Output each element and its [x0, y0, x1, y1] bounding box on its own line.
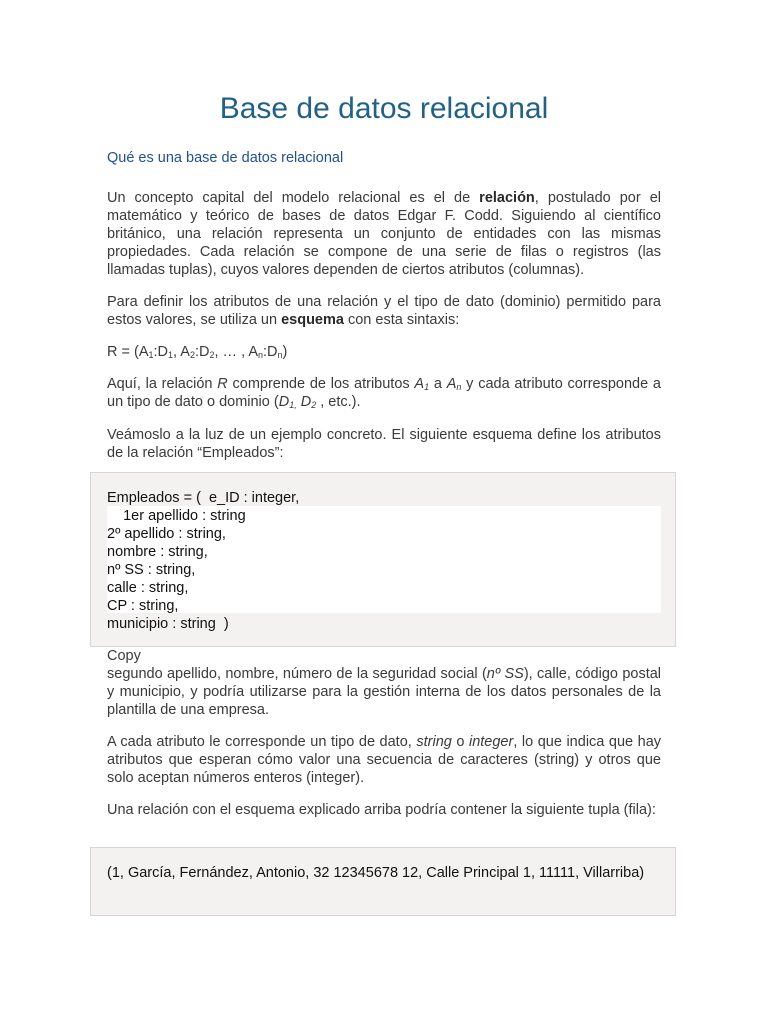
- p1-text-c: , postulado por el matemático y teórico de bases de datos Edgar F. Codd. Siguiendo al científico británico, una relación representa un conjunto de entidades con las mismas propiedades. Cada relación se compone de una serie de filas o registros (las llamadas tuplas), cuyos valores dependen de ciertos atributos (columnas).: [107, 190, 661, 278]
- p4-italic-sub: n: [456, 382, 462, 392]
- paragraph-ejemplo: Veámoslo a la luz de un ejemplo concreto. El siguiente esquema define los atributos de la relación “Empleados”:: [107, 427, 661, 461]
- copy-button[interactable]: Copy: [107, 648, 141, 664]
- p4-text: Aquí, la relación: [107, 376, 218, 392]
- paragraph-atributos: [107, 375, 661, 411]
- code-line: 2º apellido : string,: [107, 526, 226, 542]
- syntax-sub: n: [277, 350, 283, 360]
- code-block-tuple: [90, 847, 676, 916]
- code-line: Empleados = ( e_ID : integer,: [107, 490, 300, 506]
- p2-bold-esquema: esquema: [281, 312, 344, 328]
- paragraph-tupla-intro: Una relación con el esquema explicado arriba podría contener la siguiente tupla (fila):: [107, 802, 656, 818]
- syntax-sub: 2: [189, 350, 195, 360]
- syntax-sub: 1: [168, 350, 174, 360]
- p1-text-a: Un concepto capital del modelo relacional es el de: [107, 190, 480, 206]
- syntax-part: , … , A: [214, 344, 259, 360]
- syntax-sub: 1: [148, 350, 154, 360]
- p4-text: , etc.).: [316, 394, 361, 410]
- code-line: 1er apellido : string: [107, 508, 246, 524]
- p4-italic: D: [278, 394, 290, 410]
- paragraph-campos: [107, 665, 661, 719]
- section-subtitle: Qué es una base de datos relacional: [107, 150, 344, 166]
- p4-italic: D: [296, 394, 312, 410]
- p7-italic: integer: [468, 734, 514, 750]
- paragraph-tipos: [107, 733, 661, 787]
- code-block-schema: [90, 472, 676, 647]
- syntax-sub: n: [258, 350, 264, 360]
- page-title: Base de datos relacional: [219, 92, 549, 125]
- code-line: CP : string,: [107, 598, 179, 614]
- p6-italic: nº SS: [486, 666, 524, 682]
- p7-text: o: [451, 734, 469, 750]
- syntax-part: :D: [194, 344, 210, 360]
- code-line: nº SS : string,: [107, 562, 196, 578]
- syntax-part: R = (A: [107, 344, 149, 360]
- p4-text: comprende de los atributos: [227, 376, 415, 392]
- p1-bold-relacion: relación: [479, 190, 535, 206]
- p4-italic: A: [446, 376, 457, 392]
- p4-italic-sub: 2: [311, 400, 317, 410]
- syntax-part: , A: [173, 344, 190, 360]
- code-line: calle : string,: [107, 580, 189, 596]
- code-line: nombre : string,: [107, 544, 208, 560]
- paragraph-syntax: [107, 343, 661, 361]
- p4-text: y cada atributo corresponde a un tipo de dato o dominio (: [107, 376, 661, 410]
- code-line: municipio : string ): [107, 616, 229, 632]
- syntax-sub: 2: [209, 350, 215, 360]
- p4-italic: R: [217, 376, 228, 392]
- p6-text: ), calle, código postal y municipio, y podría utilizarse para la gestión interna de los datos personales de la plantilla de una empresa.: [107, 666, 662, 718]
- syntax-part: ): [282, 344, 288, 360]
- p4-italic-sub: 1: [424, 382, 430, 392]
- p2-text-a: Para definir los atributos de una relación y el tipo de dato (dominio) permitido para estos valores, se utiliza un: [107, 294, 661, 328]
- p7-italic: string: [416, 734, 452, 750]
- p6-text: segundo apellido, nombre, número de la seguridad social (: [107, 666, 487, 682]
- syntax-part: :D: [263, 344, 278, 360]
- p7-text: A cada atributo le corresponde un tipo de dato,: [107, 734, 417, 750]
- tuple-text: (1, García, Fernández, Antonio, 32 12345678 12, Calle Principal 1, 11111, Villarriba): [107, 865, 645, 881]
- code-text: [107, 489, 299, 633]
- p2-text-c: con esta sintaxis:: [343, 312, 460, 328]
- p4-italic: A: [414, 376, 425, 392]
- paragraph-relacion: [107, 189, 661, 279]
- paragraph-esquema: [107, 293, 661, 329]
- p4-text: a: [429, 376, 447, 392]
- syntax-part: :D: [153, 344, 169, 360]
- p7-text: , lo que indica que hay atributos que esperan cómo valor una secuencia de caracteres (string) y otros que solo aceptan números enteros (integer).: [107, 734, 662, 786]
- p4-italic-sub: 1,: [289, 400, 297, 410]
